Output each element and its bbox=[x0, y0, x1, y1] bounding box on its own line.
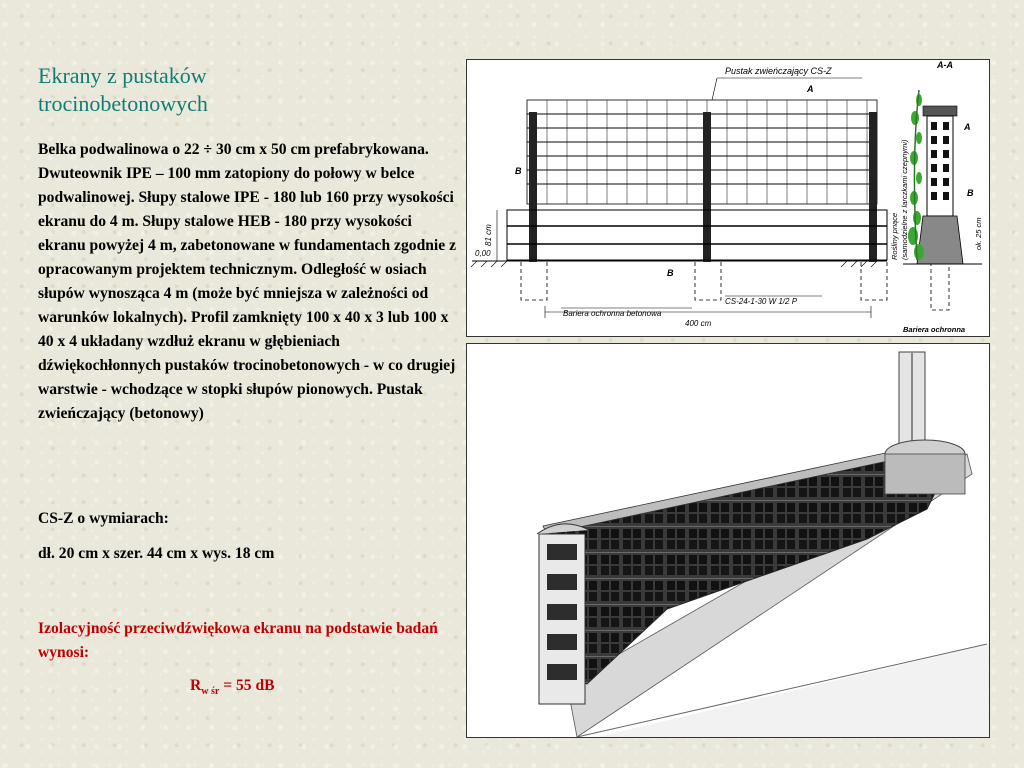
drawing-svg bbox=[467, 60, 989, 336]
label-400cm: 400 cm bbox=[685, 319, 712, 328]
description-paragraph: Belka podwalinowa o 22 ÷ 30 cm x 50 cm prefabrykowana. Dwuteownik IPE – 100 mm zatopiony do połowy w belce podwalinowej. Słupy stalowe IPE - 180 lub 160 przy wysokości ekranu do 4 m. Słupy stalowe HEB - 180 przy wysokości ekranu powyżej 4 m, zabetonowane w fundamentach zgodnie z opracowanym projektem technicznym. Odległość w osiach słupów wynosząca 4 m (może być mniejsza w zależności od warunków lokalnych). Profil zamknięty 100 x 40 x 3 lub 100 x 40 x 4 układany wzdłuż ekranu w głębieniach dźwiękochłonnych pustaków trocinobetonowych - w co drugiej warstwie - wchodzące w stopki słupów pionowych. Pustak zwieńczający (betonowy) bbox=[38, 141, 456, 422]
label-rosliny-2: (samodzielne z larczkami czepnymi) bbox=[900, 139, 909, 260]
label-81cm: 81 cm bbox=[484, 224, 493, 246]
insulation-formula bbox=[190, 677, 275, 697]
label-ok25: ok. 25 cm bbox=[974, 217, 983, 250]
screen-photo bbox=[466, 343, 990, 738]
label-b-bottom: B bbox=[667, 268, 674, 278]
formula-value: = 55 dB bbox=[219, 677, 275, 694]
photo-svg bbox=[467, 344, 989, 737]
label-b-section: B bbox=[967, 188, 974, 198]
dimensions-values: dł. 20 cm x szer. 44 cm x wys. 18 cm bbox=[38, 545, 275, 562]
label-a-top: A bbox=[807, 84, 814, 94]
label-bariera: Bariera ochronna betonowa bbox=[563, 309, 662, 318]
page-title: Ekrany z pustaków trocinobetonowych bbox=[38, 63, 208, 116]
dimensions-heading: CS-Z o wymiarach: bbox=[38, 510, 169, 527]
insulation-text: Izolacyjność przeciwdźwiękowa ekranu na podstawie badań wynosi: bbox=[38, 620, 438, 661]
label-top: Pustak zwieńczający CS-Z bbox=[725, 66, 832, 76]
formula-symbol: R bbox=[190, 677, 202, 694]
label-bariera2: Bariera ochronna bbox=[903, 325, 966, 334]
label-section: A-A bbox=[937, 60, 953, 70]
formula-subscript: w śr bbox=[201, 686, 220, 698]
technical-drawing bbox=[466, 59, 990, 337]
label-b-left: B bbox=[515, 166, 522, 176]
label-a-section: A bbox=[964, 122, 971, 132]
label-rosliny-1: Rośliny pnące bbox=[890, 212, 899, 260]
label-cs24: CS-24-1-30 W 1/2 P bbox=[725, 297, 798, 306]
label-zero: 0,00 bbox=[475, 249, 491, 258]
